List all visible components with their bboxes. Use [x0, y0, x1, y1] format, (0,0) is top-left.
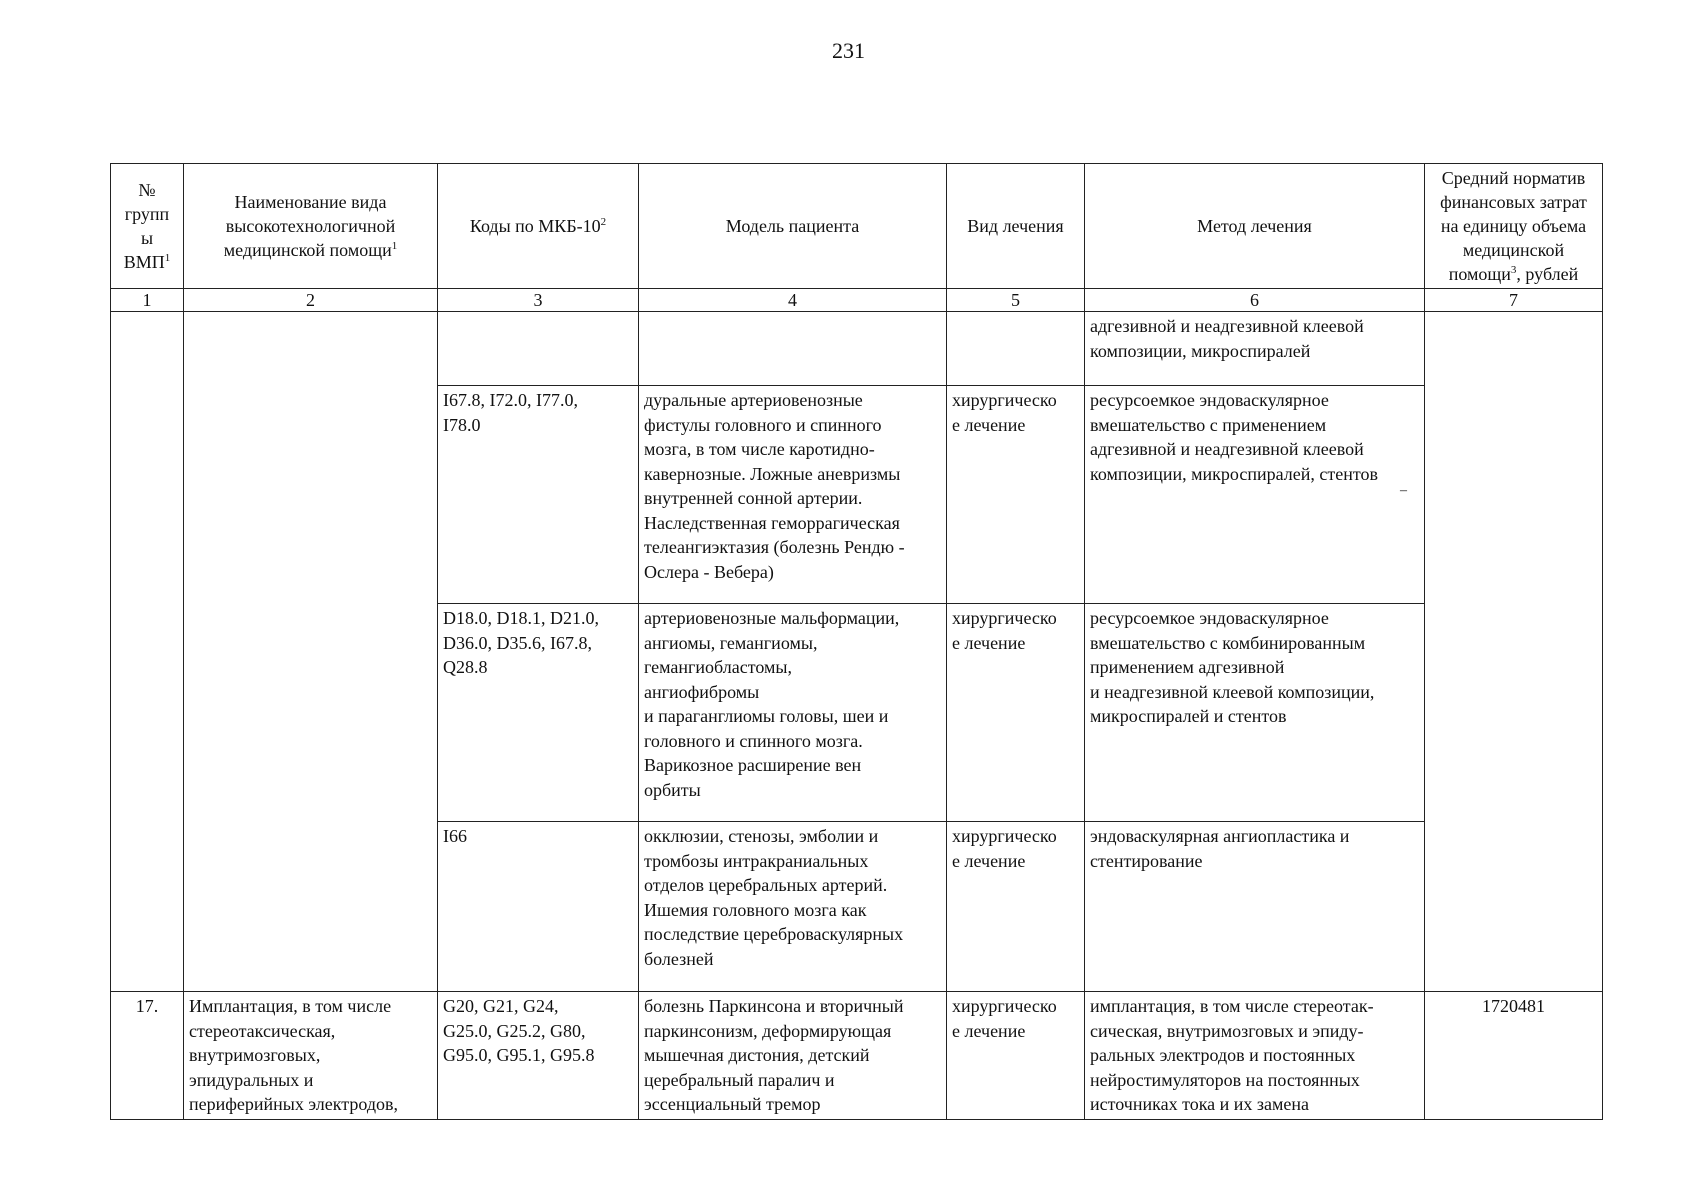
treatment-type-cell: хирургическо е лечение [947, 604, 1085, 822]
group-number-cell [111, 312, 184, 992]
icd-codes-cell: I66 [438, 822, 639, 992]
column-number: 6 [1085, 289, 1425, 312]
treatment-method-cell: адгезивной и неадгезивной клеевой композиции, микроспиралей [1085, 312, 1425, 386]
group-number-cell: 17. [111, 992, 184, 1120]
treatment-method-cell: эндоваскулярная ангиопластика и стентирование [1085, 822, 1425, 992]
page-number: 231 [832, 38, 865, 63]
header-care-type-name: Наименование вида высокотехнологичной медицинской помощи$^1$ [184, 164, 438, 289]
icd-codes-cell: G20, G21, G24, G25.0, G25.2, G80, G95.0, G95.1, G95.8 [438, 992, 639, 1120]
column-number-row [111, 289, 1603, 312]
treatment-type-cell [947, 312, 1085, 386]
column-number: 1 [111, 289, 184, 312]
header-treatment-method: Метод лечения [1085, 164, 1425, 289]
treatment-method-cell: ресурсоемкое эндоваскулярное вмешательство с применением адгезивной и неадгезивной клеевой композиции, микроспиралей, стентов – [1085, 386, 1425, 604]
patient-model-cell [639, 312, 947, 386]
treatment-type-cell: хирургическо е лечение [947, 386, 1085, 604]
column-number: 7 [1425, 289, 1603, 312]
column-number: 3 [438, 289, 639, 312]
patient-model-cell: окклюзии, стенозы, эмболии и тромбозы интракраниальных отделов церебральных артерий. Ишемия головного мозга как последствие цереброваскулярных болезней [639, 822, 947, 992]
patient-model-cell: болезнь Паркинсона и вторичный паркинсонизм, деформирующая мышечная дистония, детский церебральный паралич и эссенциальный тремор [639, 992, 947, 1120]
dash-mark: – [1400, 483, 1407, 498]
column-number: 5 [947, 289, 1085, 312]
header-treatment-type: Вид лечения [947, 164, 1085, 289]
header-row [111, 164, 1603, 289]
vmp-table [110, 163, 1603, 1120]
table-row-group-17 [111, 992, 1603, 1120]
patient-model-cell: артериовенозные мальформации, ангиомы, гемангиомы, гемангиобластомы, ангиофибромы и параганглиомы головы, шеи и головного и спинного мозга. Варикозное расширение вен орбиты [639, 604, 947, 822]
header-icd-codes: Коды по МКБ-$10^2$ [438, 164, 639, 289]
column-number: 2 [184, 289, 438, 312]
patient-model-cell: дуральные артериовенозные фистулы головного и спинного мозга, в том числе каротидно- кавернозные. Ложные аневризмы внутренней сонной артерии. Наследственная геморрагическая телеангиэктазия (болезнь Рендю - Ослера - Вебера) [639, 386, 947, 604]
care-type-name-cell [184, 312, 438, 992]
icd-codes-cell: D18.0, D18.1, D21.0, D36.0, D35.6, I67.8, Q28.8 [438, 604, 639, 822]
icd-codes-cell [438, 312, 639, 386]
treatment-method-cell: ресурсоемкое эндоваскулярное вмешательство с комбинированным применением адгезивной и неадгезивной клеевой композиции, микроспиралей и стентов [1085, 604, 1425, 822]
care-type-name-cell: Имплантация, в том числе стереотаксическая, внутримозговых, эпидуральных и периферийных электродов, [184, 992, 438, 1120]
icd-codes-cell: I67.8, I72.0, I77.0, I78.0 [438, 386, 639, 604]
table-row [111, 312, 1603, 386]
header-patient-model: Модель пациента [639, 164, 947, 289]
column-number: 4 [639, 289, 947, 312]
cost-norm-cell: 1720481 [1425, 992, 1603, 1120]
treatment-type-cell: хирургическо е лечение [947, 992, 1085, 1120]
cost-norm-cell [1425, 312, 1603, 992]
header-cost-norm: Средний норматив финансовых затрат на единицу объема медицинской помощи$^3$, рублей [1425, 164, 1603, 289]
treatment-type-cell: хирургическо е лечение [947, 822, 1085, 992]
treatment-method-cell: имплантация, в том числе стереотак- сическая, внутримозговых и эпиду- ральных электродов и постоянных нейростимуляторов на постоянных источниках тока и их замена [1085, 992, 1425, 1120]
header-group-number: № групп ы ВМП$^1$ [111, 164, 184, 289]
